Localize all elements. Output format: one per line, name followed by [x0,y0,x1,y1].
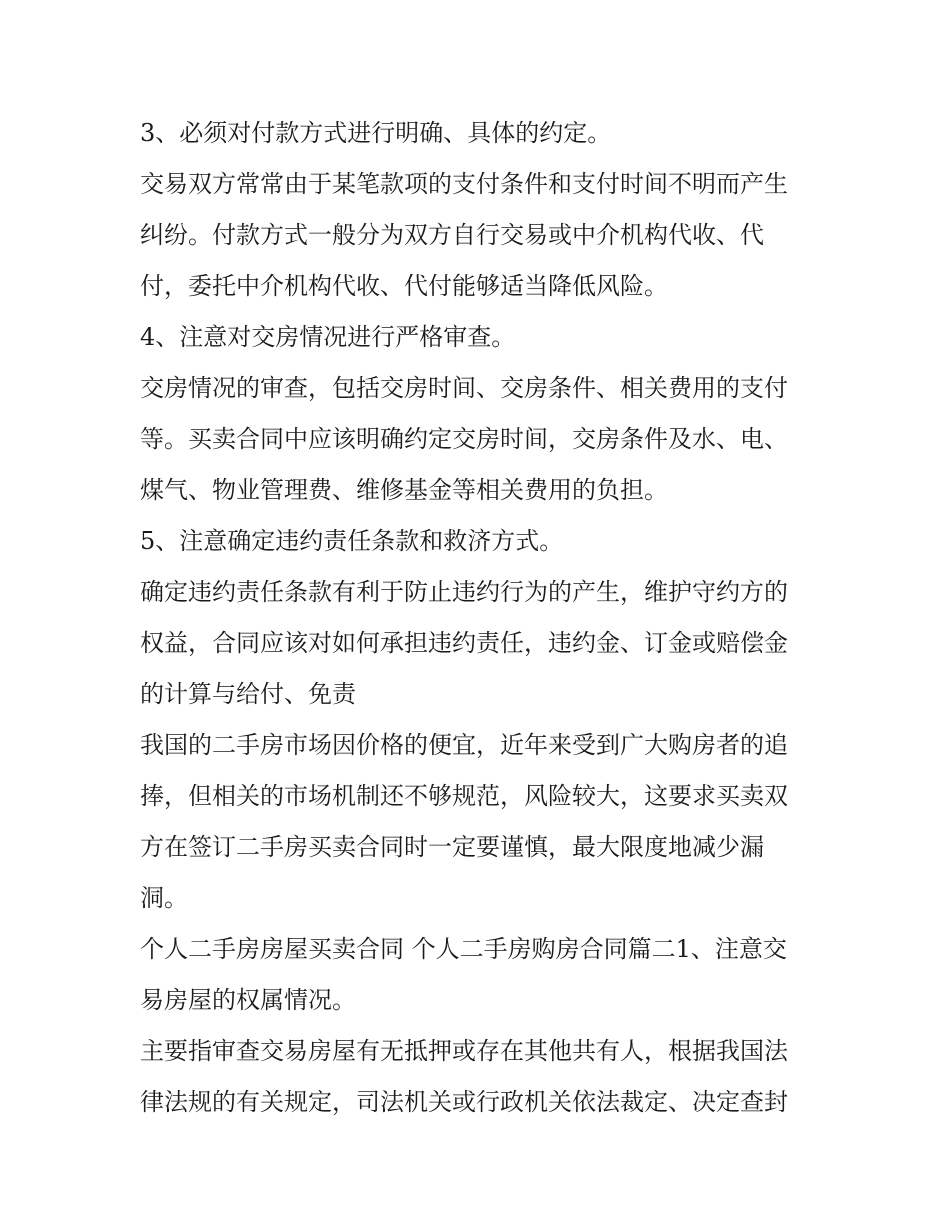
paragraph-handover-body: 交房情况的审查，包括交房时间、交房条件、相关费用的支付 等。买卖合同中应该明确约定交房时间，交房条件及水、电、 煤气、物业管理费、维修基金等相关费用的负担。 [140,374,788,504]
paragraph-liability-heading: 5、注意确定违约责任条款和救济方式。 [140,527,564,555]
document-body [140,108,815,1128]
paragraph-payment-heading: 3、必须对付款方式进行明确、具体的约定。 [140,119,612,147]
paragraph-payment-body: 交易双方常常由于某笔款项的支付条件和支付时间不明而产生 纠纷。付款方式一般分为双方自行交易或中介机构代收、代 付，委托中介机构代收、代付能够适当降低风险。 [140,170,788,300]
paragraph-ownership-body: 主要指审查交易房屋有无抵押或存在其他共有人，根据我国法 律法规的有关规定，司法机关或行政机关依法裁定、决定查封 [140,1037,788,1116]
paragraph-contract-title: 个人二手房房屋买卖合同 个人二手房购房合同篇二1、注意交 易房屋的权属情况。 [140,935,787,1014]
paragraph-market-overview: 我国的二手房市场因价格的便宜，近年来受到广大购房者的追 捧，但相关的市场机制还不够规范，风险较大，这要求买卖双 方在签订二手房买卖合同时一定要谨慎，最大限度地减少漏 洞。 [140,731,788,912]
paragraph-liability-body: 确定违约责任条款有利于防止违约行为的产生，维护守约方的 权益，合同应该对如何承担违约责任，违约金、订金或赔偿金 的计算与给付、免责 [140,578,788,708]
paragraph-handover-heading: 4、注意对交房情况进行严格审查。 [140,323,516,351]
